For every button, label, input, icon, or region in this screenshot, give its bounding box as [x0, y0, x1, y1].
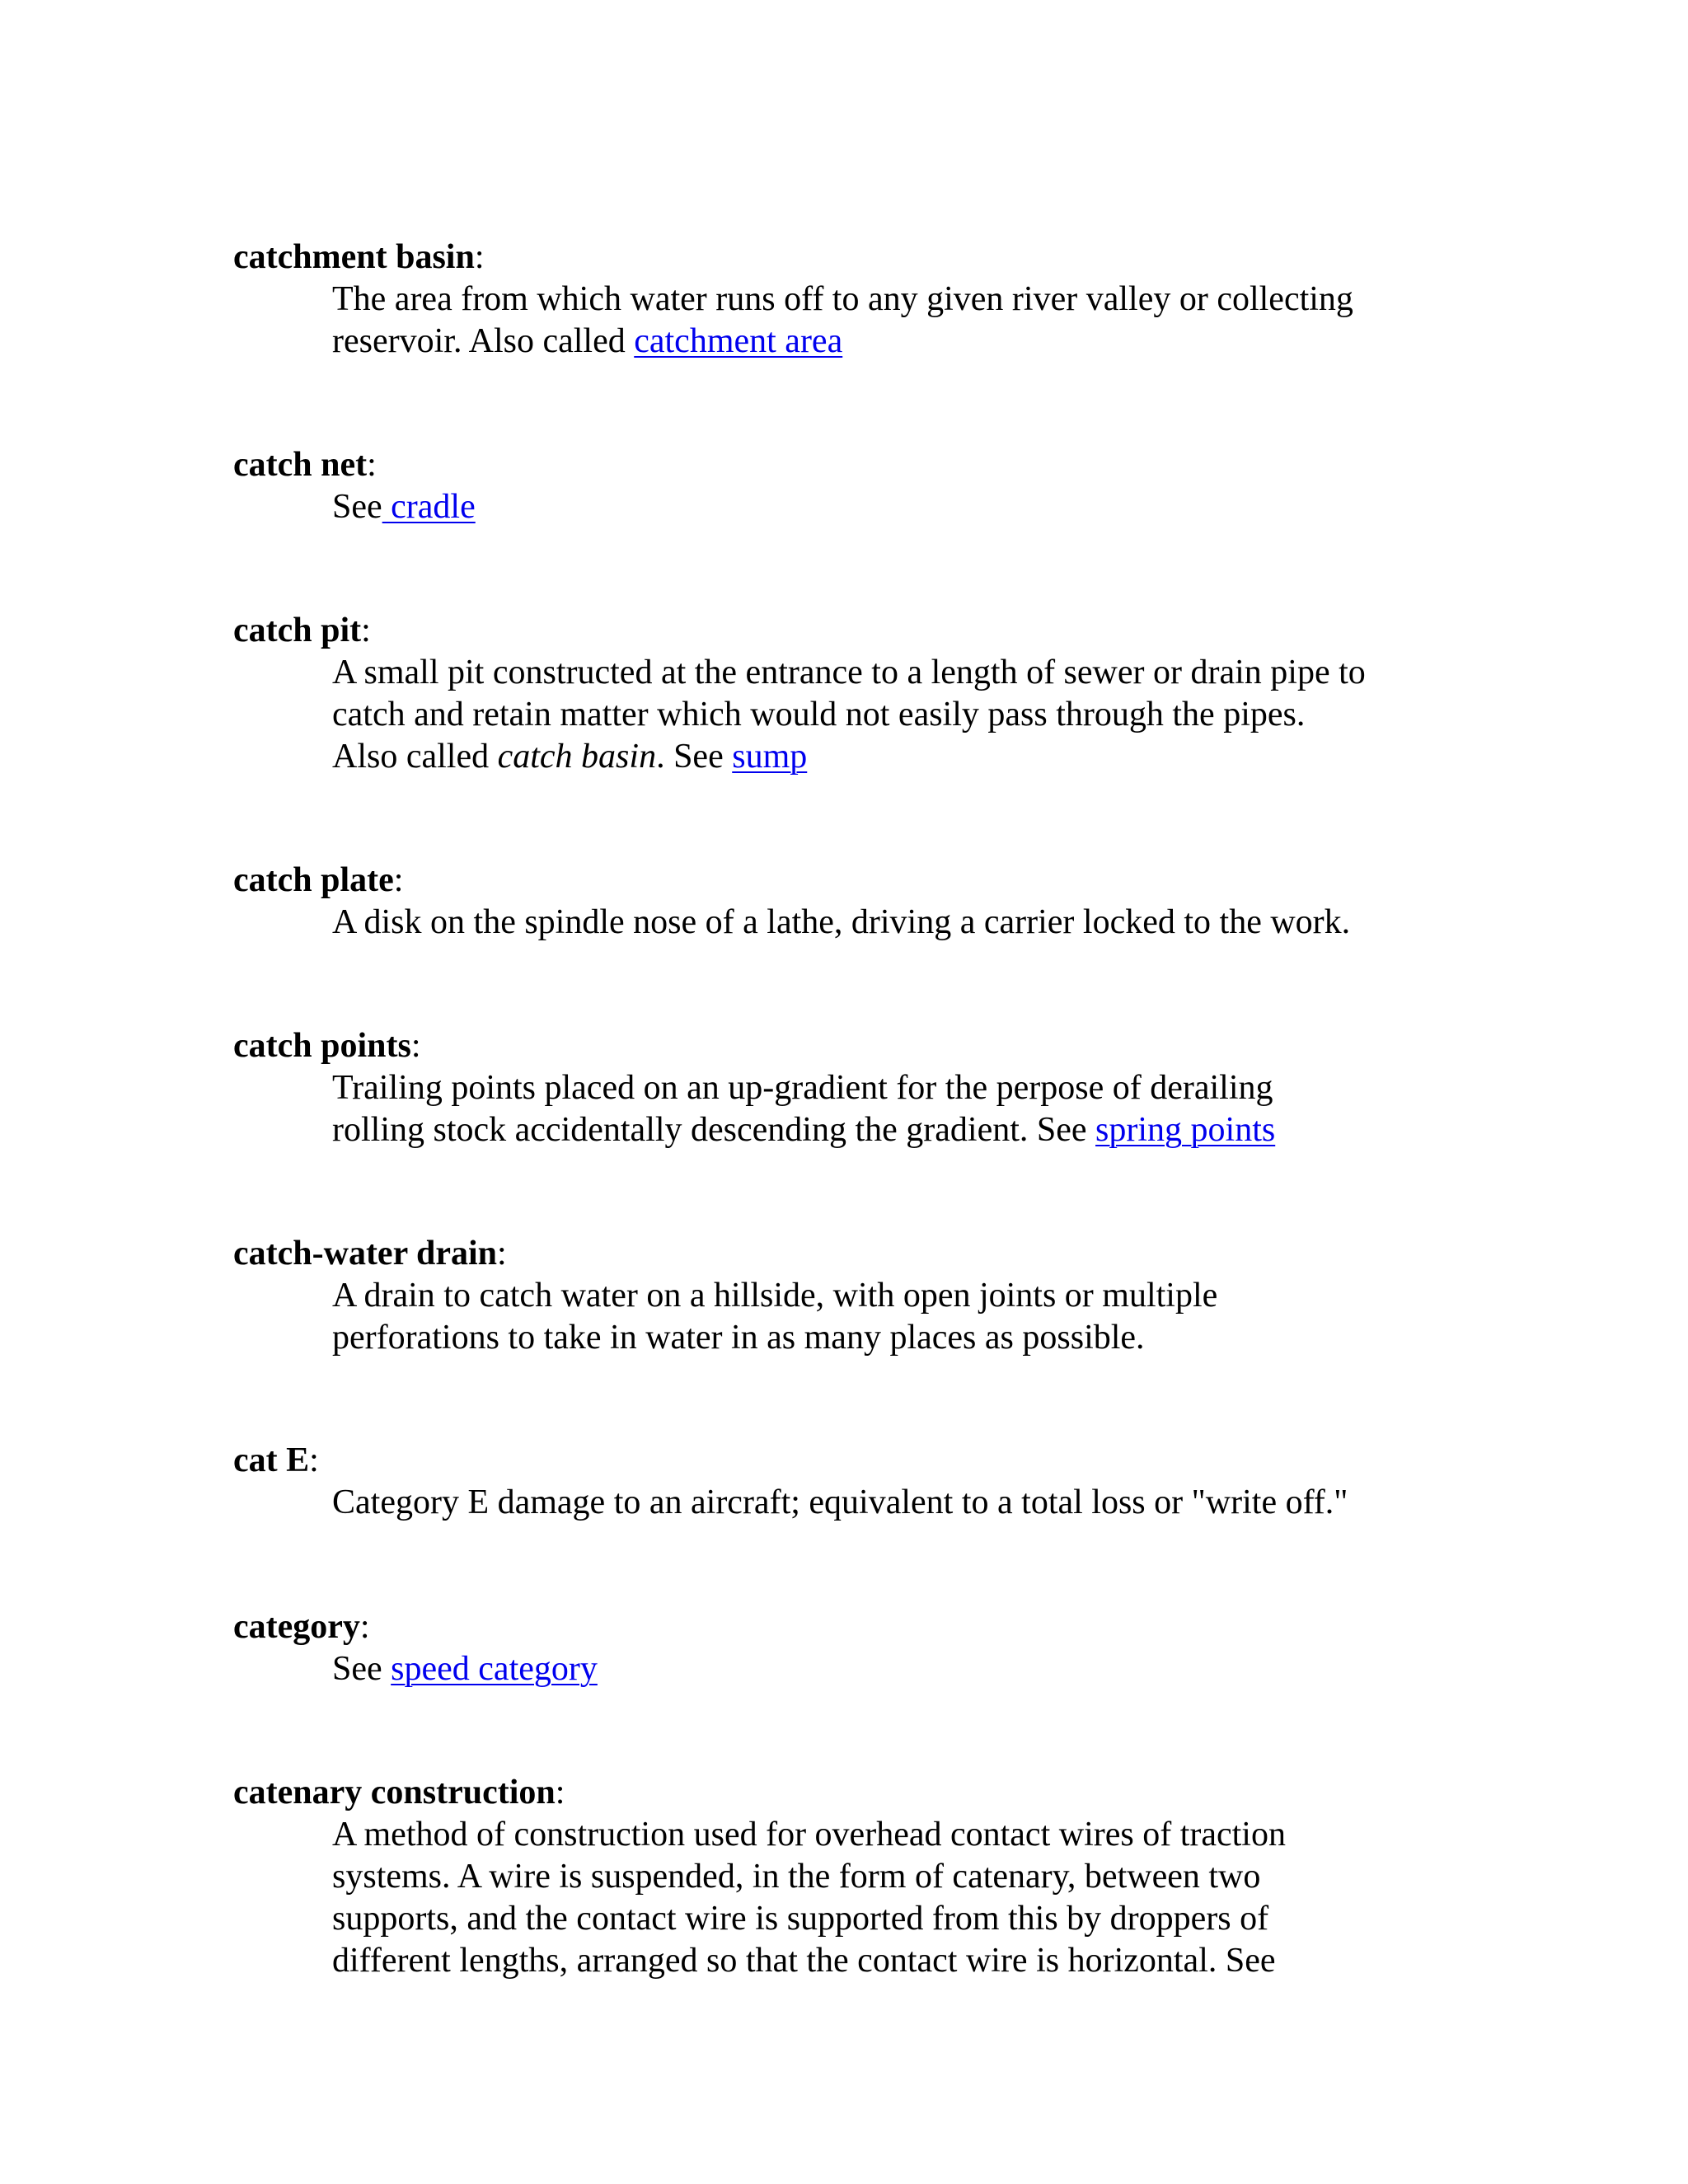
term-colon: :: [474, 238, 485, 276]
definition-text: A disk on the spindle nose of a lathe, driving a carrier locked to the work.: [332, 903, 1351, 941]
term-line: [233, 1232, 1486, 1275]
glossary-entry: [233, 1439, 1486, 1524]
term-colon: :: [555, 1774, 565, 1811]
glossary-entry: [233, 1605, 1486, 1690]
term: catchment basin: [233, 238, 475, 276]
definition: [332, 1648, 1486, 1690]
definition-text: The area from which water runs off to any given river valley or collecting reservoir. Also called: [332, 280, 1353, 360]
glossary-entry: [233, 236, 1486, 363]
definition: [332, 1067, 1486, 1151]
term: catch pit: [233, 612, 362, 649]
definition: [332, 279, 1486, 363]
term: catch plate: [233, 861, 394, 899]
glossary-entry: [233, 1024, 1486, 1151]
term-colon: :: [309, 1441, 319, 1479]
italic-term: catch basin: [497, 738, 657, 776]
definition-text: Category E damage to an aircraft; equivalent to a total loss or "write off.": [332, 1483, 1348, 1521]
term: category: [233, 1608, 360, 1646]
term-line: [233, 609, 1486, 652]
definition-text: Trailing points placed on an up-gradient for the perpose of derailing rolling stock accidentally descending the gradient. See: [332, 1069, 1273, 1149]
glossary-entry: [233, 443, 1486, 528]
definition: [332, 1482, 1486, 1524]
term: catch-water drain: [233, 1235, 497, 1272]
cross-reference-link[interactable]: speed category: [391, 1650, 598, 1688]
term: catch net: [233, 446, 368, 484]
term: cat E: [233, 1441, 310, 1479]
definition-text: A small pit constructed at the entrance to a length of sewer or drain pipe to catch and retain matter which would not easily pass through the pipes. Also called: [332, 654, 1366, 776]
glossary-entry: [233, 609, 1486, 778]
glossary-entry: [233, 1771, 1486, 1982]
term-line: [233, 1605, 1486, 1648]
cross-reference-link[interactable]: spring points: [1095, 1111, 1276, 1149]
term-colon: :: [359, 1608, 370, 1646]
term-colon: :: [410, 1027, 421, 1065]
term-colon: :: [496, 1235, 507, 1272]
cross-reference-link[interactable]: cradle: [382, 488, 476, 526]
cross-reference-link[interactable]: sump: [732, 738, 808, 776]
definition-text: A drain to catch water on a hillside, with open joints or multiple perforations to take in water in as many places as possible.: [332, 1277, 1218, 1357]
term-line: [233, 236, 1486, 279]
definition: [332, 1275, 1486, 1359]
term-colon: :: [367, 446, 377, 484]
term: catch points: [233, 1027, 411, 1065]
definition: [332, 1814, 1486, 1982]
definition: [332, 486, 1486, 528]
term-line: [233, 443, 1486, 486]
term-line: [233, 859, 1486, 902]
term-line: [233, 1439, 1486, 1482]
definition: [332, 902, 1486, 944]
term-colon: :: [361, 612, 371, 649]
cross-reference-link[interactable]: catchment area: [634, 322, 843, 360]
term-colon: :: [393, 861, 404, 899]
definition-text: A method of construction used for overhead contact wires of traction systems. A wire is suspended, in the form of catenary, between two supports, and the contact wire is supported from this by droppers of different lengths, arranged so that the contact wire is horizontal. See: [332, 1816, 1286, 1980]
term-line: [233, 1024, 1486, 1067]
definition-text: . See: [656, 738, 733, 776]
term: catenary construction: [233, 1774, 556, 1811]
definition-text: See: [332, 1650, 392, 1688]
definition-text: See: [332, 488, 382, 526]
glossary-entry: [233, 859, 1486, 944]
definition: [332, 652, 1486, 778]
glossary-entry: [233, 1232, 1486, 1359]
term-line: [233, 1771, 1486, 1814]
